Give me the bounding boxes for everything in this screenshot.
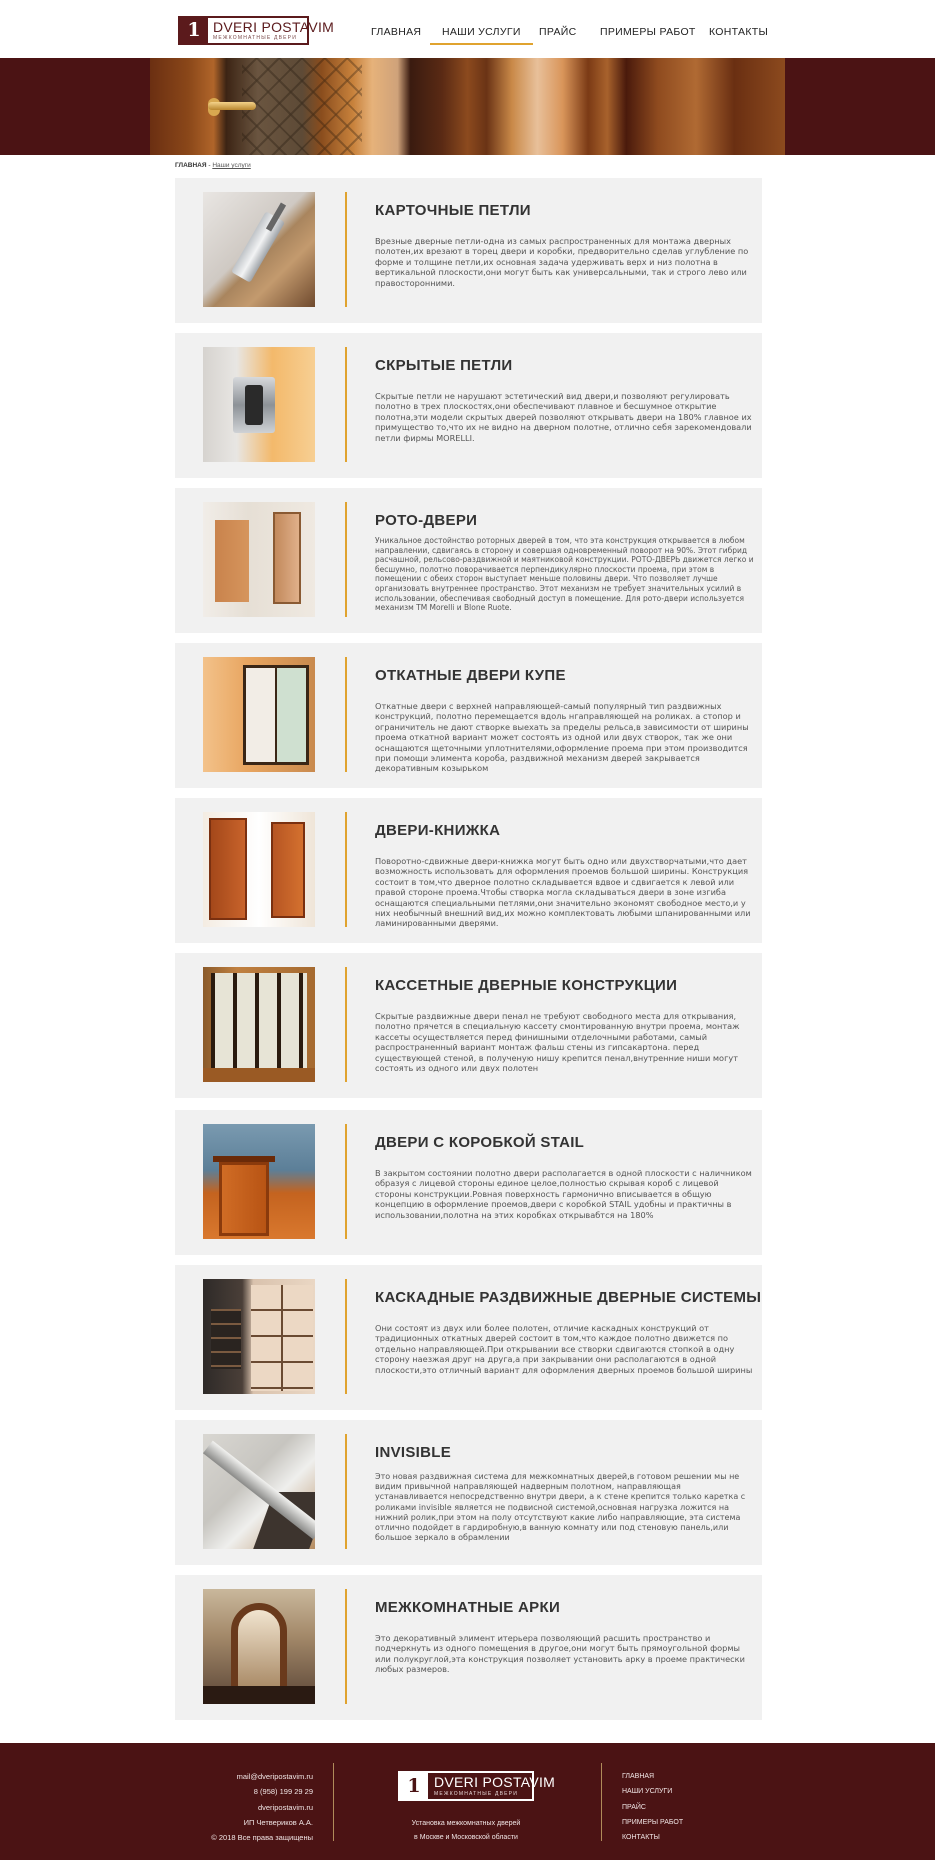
breadcrumb-separator: -	[206, 162, 213, 169]
service-card	[175, 178, 762, 323]
service-card	[175, 798, 762, 943]
hidden-hinge-image	[203, 347, 315, 462]
nav-services[interactable]: НАШИ УСЛУГИ	[442, 26, 521, 38]
footer-tagline-line1: Установка межкомнатных дверей	[411, 1820, 521, 1827]
service-card	[175, 1110, 762, 1255]
service-card	[175, 643, 762, 788]
service-title: СКРЫТЫЕ ПЕТЛИ	[375, 357, 513, 374]
main-nav	[0, 26, 935, 46]
service-title: INVISIBLE	[375, 1444, 452, 1461]
card-divider	[345, 1279, 347, 1394]
service-description: В закрытом состоянии полотно двери располагается в одной плоскости с наличником образуя с лицевой стороны единое целое,полностью скрывая короб с лицевой стороны конструкции.Ровная поверхность гармонично вписывается в общую концепцию в оформление проемов,двери с коробкой STAIL удобны и практичны в использовании,полотна на этих коробках открывабтся на 180%	[375, 1168, 752, 1220]
service-title: КАРТОЧНЫЕ ПЕТЛИ	[375, 202, 531, 219]
decorative-glass-panel	[242, 58, 362, 155]
footer-site[interactable]: dveripostavim.ru	[257, 1802, 313, 1812]
arch-image	[203, 1589, 315, 1704]
nav-home[interactable]: ГЛАВНАЯ	[371, 26, 422, 38]
footer-nav	[622, 1769, 683, 1845]
service-title: ОТКАТНЫЕ ДВЕРИ КУПЕ	[375, 667, 566, 684]
roto-door-image	[203, 502, 315, 617]
service-description: Поворотно-сдвижные двери-книжка могут быть одно или двухстворчатыми,что дает возможность использовать для оформления проемов большой ширины. Конструкция состоит в том,что дверное полотно складывается вдвое и сдвигается к левой или правой стороне проема.Чтобы створка могла складываться двери в зоне изгиба оснащаются специальными петлями,они значительно экономят свободное место,и у них необычный внешний вид,их можно комплектовать любыми шпанированными или ламинированными дверями.	[375, 856, 751, 929]
service-title: ДВЕРИ-КНИЖКА	[375, 822, 501, 839]
breadcrumb-current: Наши услуги	[212, 162, 251, 169]
stail-door-image	[203, 1124, 315, 1239]
footer-logo-mark: 1	[400, 1773, 428, 1799]
nav-contacts[interactable]: КОНТАКТЫ	[709, 26, 769, 38]
service-description: Откатные двери с верхней направляющей-самый популярный тип раздвижных конструкций, полотно перемещается вдоль нгаправляющей на роликах. а стопор и ограничитель не дают створке выехать за пределы рельса,в зависимости от ширины проема откатной вариант может состоять из одной или двух створок, так же они оснащаются щеточными уплотнителями,оформление проема при этом производится при помощи элимента короба, раздвижной механизм дверей закрывается декоративным козырьком	[375, 701, 749, 774]
service-description: Скрытые раздвижные двери пенал не требуют свободного места для открывания, полотно прячется в специальную кассету смонтированную внутри проема, монтаж кассеты осуществляется перед финишными отделочными работами, самый распространенный вариант монтаж фальш стены из гипсакартона. перед существующей стеной, в полученую нишу крепится пенал,внутренние ниши могут состоять из одного или двух полотен	[375, 1011, 740, 1074]
service-card	[175, 953, 762, 1098]
logo-name: DVERI POSTAVIM	[213, 19, 335, 35]
nav-price[interactable]: ПРАЙС	[539, 26, 577, 38]
footer-divider	[601, 1763, 602, 1841]
footer-logo-name: DVERI POSTAVIM	[434, 1774, 556, 1790]
footer-logo-tagline: МЕЖКОМНАТНЫЕ ДВЕРИ	[434, 1791, 518, 1797]
card-divider	[345, 1434, 347, 1549]
card-hinge-image	[203, 192, 315, 307]
card-divider	[345, 657, 347, 772]
service-card	[175, 488, 762, 633]
footer-email[interactable]: mail@dveripostavim.ru	[236, 1772, 313, 1781]
service-description: Скрытые петли не нарушают эстетический вид двери,и позволяют регулировать полотно в трех плоскостях,они обеспечивают плавное и бесшумное открытие полотна,эти модели скрытых дверей позволяют открывать двери на 180% главное их примущество то,что их не видно на дверном полотне, отлично себя зарекомендовали петли фирмы MORELLI.	[375, 391, 752, 443]
footer-tagline-line2: в Москве и Московской области	[414, 1834, 518, 1841]
hero-banner	[0, 58, 935, 155]
service-description: Уникальное достойнство роторных дверей в том, что эта конструкция открывается в любом направлении, сдвигаясь в сторону и совершая одновременный поворот на 90%. Этот гибрид расчашной, рельсово-раздвижной и маятниковой конструкции. РОТО-ДВЕРЬ движется легко и бесшумно, полотно поворачивается перпендикулярно плоскости проема, при этом в помещении с обеих сторон выступает меньше половины двери. Что позволяет лучше организовать внутреннее пространство. Этот механизм не требует значительных усилий в использовании, обеспечивая свободный доступ в помещение. Для рото-двери используется механизм TM Morelli и Blone Ruote.	[375, 536, 754, 613]
breadcrumb	[175, 162, 251, 169]
footer-nav-contacts[interactable]: КОНТАКТЫ	[622, 1834, 660, 1842]
logo-mark: 1	[180, 18, 208, 43]
footer-nav-services[interactable]: НАШИ УСЛУГИ	[622, 1788, 673, 1796]
service-title: РОТО-ДВЕРИ	[375, 512, 478, 529]
service-description: Это новая раздвижная система для межкомнатных дверей,в готовом решении мы не видим привычной направляющей надверным полотном, направляющая устанавливается непосредственно внутри двери, а к стене крепится только каретка с роликами invisible является не подвисной системой,основная нагрузка ложится на нижний ролик,при этом на полу отсутствуют какие либо направляющие, эта система отлично подойдет в гардиробную,в ванную комнату или под стеновую панель,или большое зеркало в обрамлении	[375, 1472, 746, 1543]
card-divider	[345, 1124, 347, 1239]
breadcrumb-home[interactable]: ГЛАВНАЯ	[175, 162, 207, 169]
card-divider	[345, 502, 347, 617]
footer-nav-price[interactable]: ПРАЙС	[622, 1803, 646, 1811]
folding-door-image	[203, 812, 315, 927]
footer-contacts	[211, 1769, 313, 1845]
card-divider	[345, 967, 347, 1082]
cascade-door-image	[203, 1279, 315, 1394]
card-divider	[345, 192, 347, 307]
cassette-door-image	[203, 967, 315, 1082]
service-card	[175, 333, 762, 478]
sliding-door-image	[203, 657, 315, 772]
doors-banner-image	[150, 58, 785, 155]
footer-nav-home[interactable]: ГЛАВНАЯ	[622, 1773, 655, 1780]
invisible-system-image	[203, 1434, 315, 1549]
footer-copyright: © 2018 Все права защищены	[211, 1833, 313, 1843]
service-title: КАСКАДНЫЕ РАЗДВИЖНЫЕ ДВЕРНЫЕ СИСТЕМЫ	[375, 1289, 762, 1306]
service-title: МЕЖКОМНАТНЫЕ АРКИ	[375, 1599, 561, 1616]
service-description: Они состоят из двух или более полотен, отличие каскадных конструкций от традиционных откатных дверей состоит в том,что каждое полотно движется по отдельно направляющей.При открывании все створки сдвигаются стопкой в одну сторону наезжая друг на друга,а при закрывании они располагаются в одной плоскости,это отличный вариант для оформления дверных проемов большой ширины	[375, 1323, 753, 1375]
card-divider	[345, 1589, 347, 1704]
service-title: КАССЕТНЫЕ ДВЕРНЫЕ КОНСТРУКЦИИ	[375, 977, 678, 994]
service-description: Врезные дверные петли-одна из самых распространенных для монтажа дверных полотен,их врезают в торец двери и коробки, предворительно сделав углубление по форме и толщине петли,их основная задача удерживать верх и низ полотна в вертикальной плоскости,они могут быть как универсальными, так и строго лево или правосторонними.	[375, 236, 749, 288]
service-card	[175, 1420, 762, 1565]
service-description: Это декоративный элимент итерьера позволяющий расшить пространство и подчеркнуть из одного помещения в другое,они могут быть прямоугольной формы или полукруглой,эта конструкция позволяет установить арку в проеме практически любых размеров.	[375, 1633, 745, 1675]
nav-portfolio[interactable]: ПРИМЕРЫ РАБОТ	[600, 26, 696, 38]
footer-divider	[333, 1763, 334, 1841]
card-divider	[345, 347, 347, 462]
footer-tagline	[358, 1817, 574, 1845]
service-card	[175, 1575, 762, 1720]
footer-owner: ИП Четвериков А.А.	[243, 1817, 313, 1827]
logo-tagline: МЕЖКОМНАТНЫЕ ДВЕРИ	[213, 35, 297, 41]
card-divider	[345, 812, 347, 927]
site-header	[0, 0, 935, 58]
door-handle-lever	[208, 102, 256, 110]
footer-phone[interactable]: 8 (958) 199 29 29	[253, 1787, 313, 1797]
site-footer	[0, 1743, 935, 1860]
service-title: ДВЕРИ С КОРОБКОЙ STAIL	[375, 1134, 585, 1151]
footer-nav-portfolio[interactable]: ПРИМЕРЫ РАБОТ	[622, 1818, 684, 1826]
service-card	[175, 1265, 762, 1410]
footer-logo[interactable]	[398, 1771, 556, 1801]
